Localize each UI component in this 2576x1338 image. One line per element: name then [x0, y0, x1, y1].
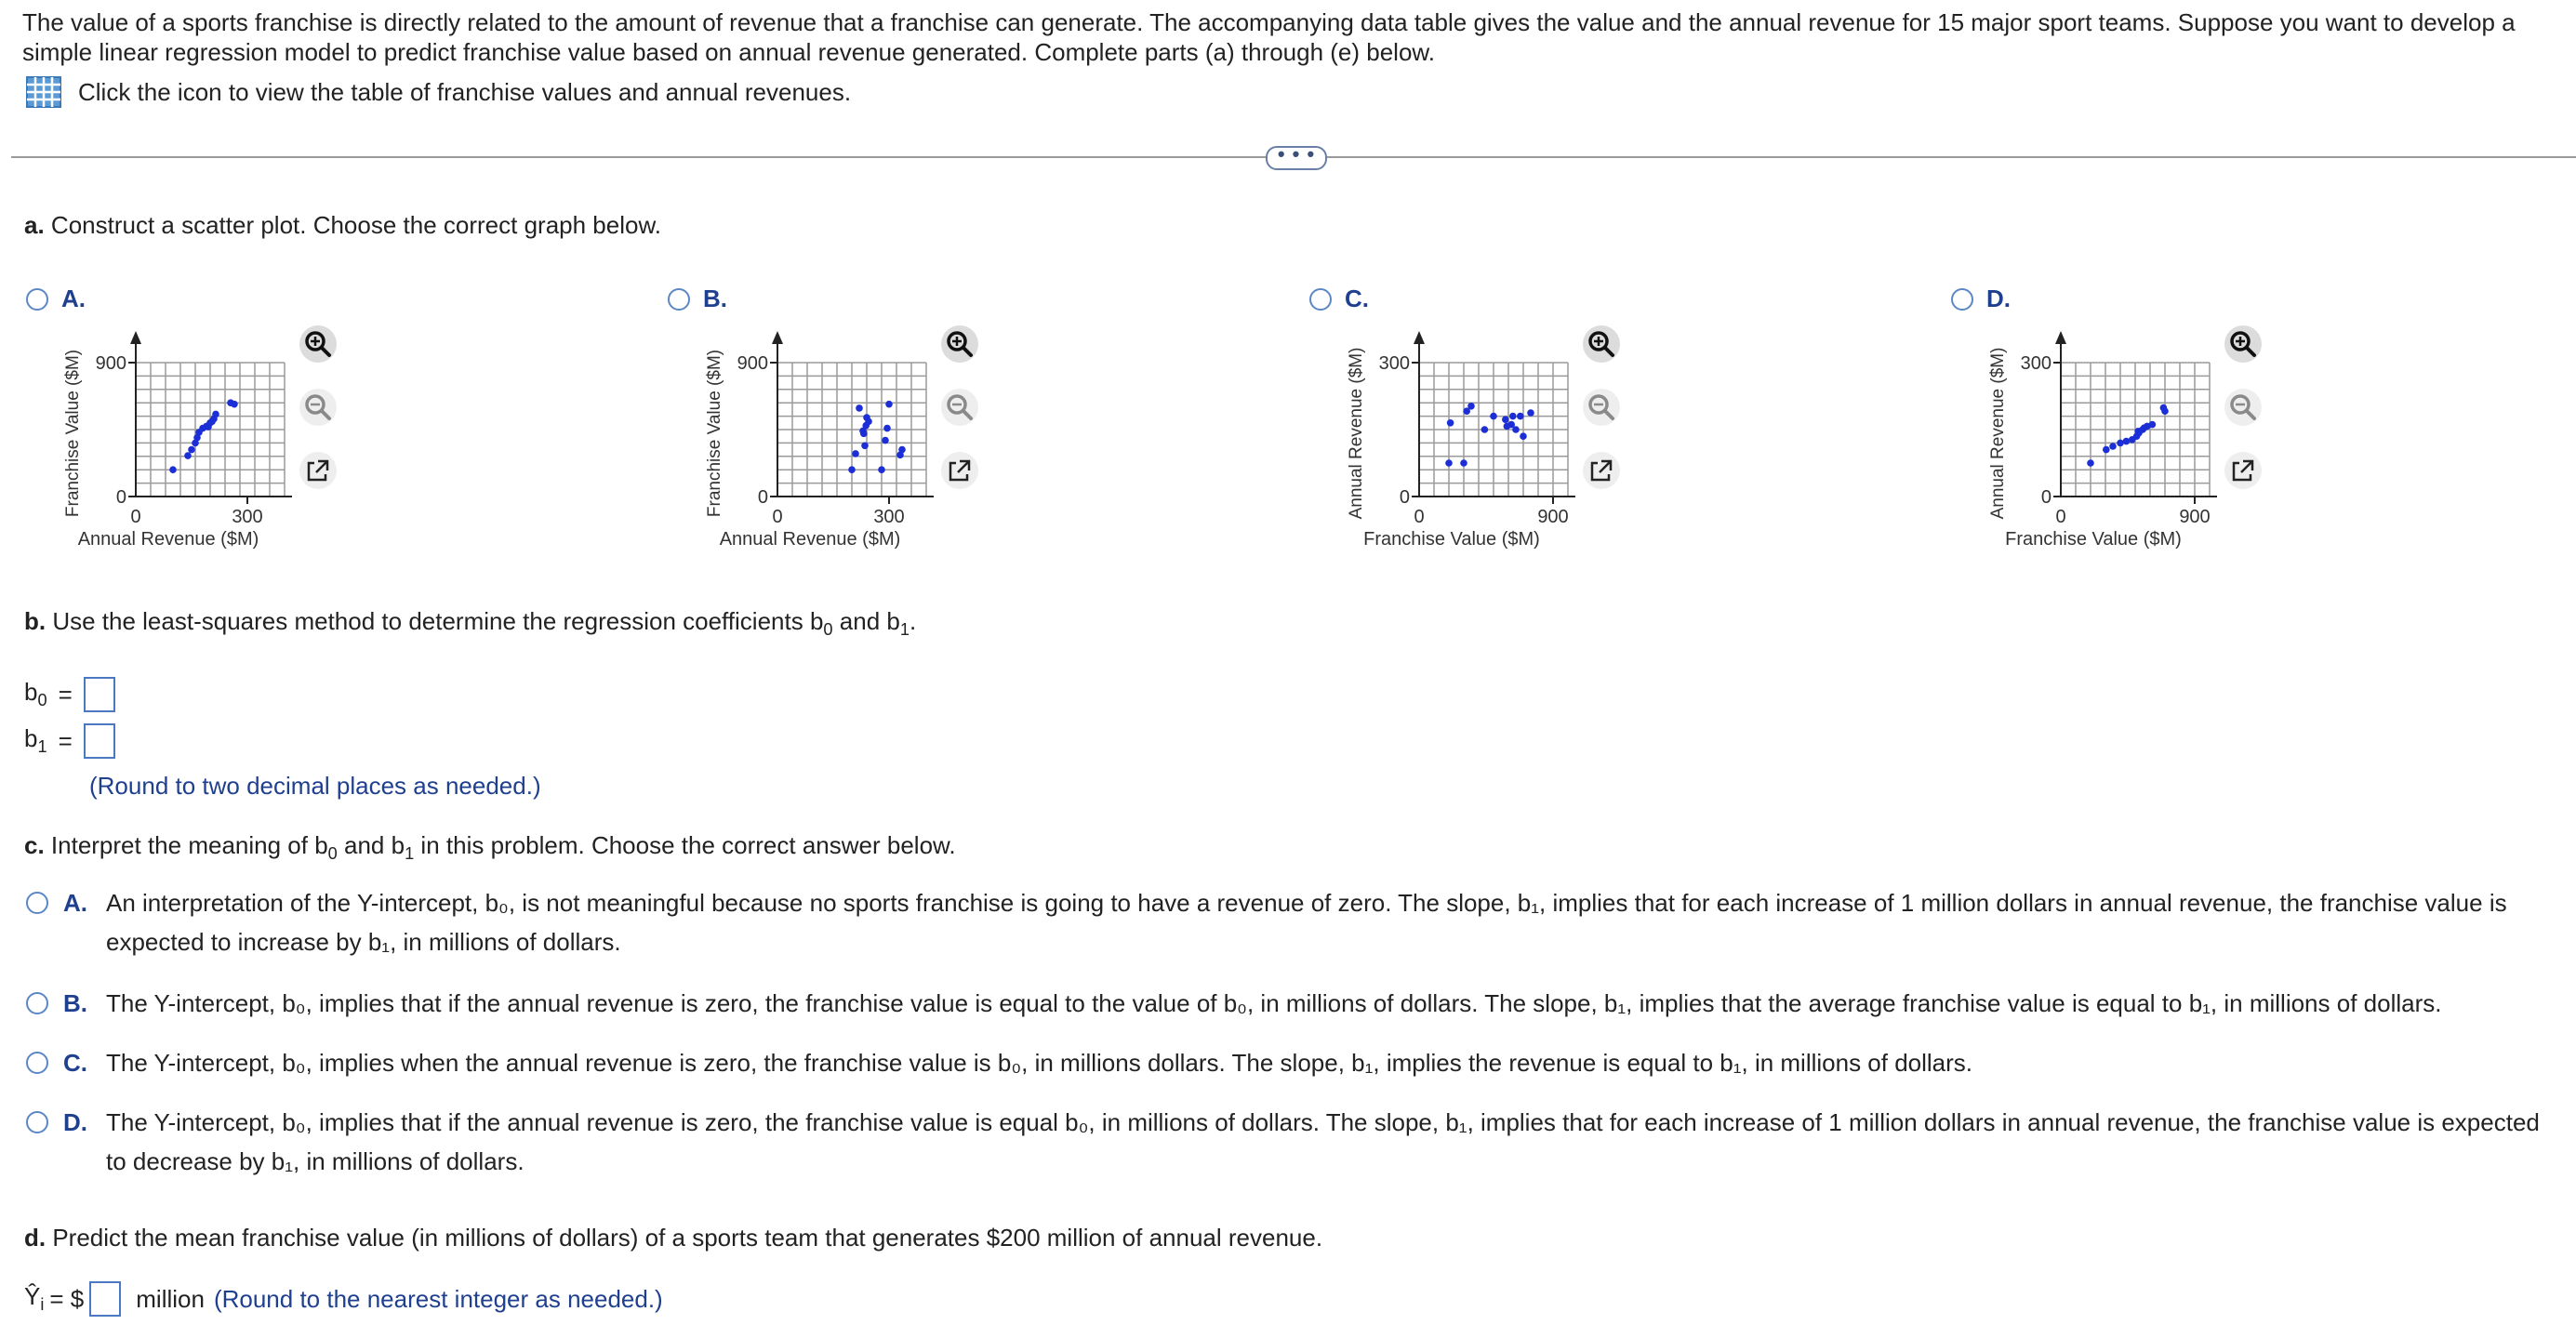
x-tick-label: 300: [873, 507, 905, 527]
data-point: [852, 450, 859, 457]
x-tick-label: 900: [1537, 507, 1569, 527]
x-zero-tick-label: 0: [130, 507, 141, 527]
zoom-out-icon[interactable]: [941, 389, 978, 426]
data-point: [1447, 419, 1454, 427]
data-point: [885, 401, 893, 408]
more-button[interactable]: • • •: [1266, 146, 1327, 170]
prediction-input[interactable]: [89, 1281, 121, 1317]
data-point: [2161, 407, 2169, 415]
b1-input[interactable]: [84, 723, 115, 759]
part-a-text: Construct a scatter plot. Choose the correct graph below.: [44, 211, 662, 239]
part-b-text: Use the least-squares method to determine the regression coefficients b: [46, 607, 824, 635]
radio-button[interactable]: [26, 1111, 48, 1133]
radio-button[interactable]: [26, 992, 48, 1014]
data-point: [882, 437, 889, 444]
x-axis-title: Annual Revenue ($M): [719, 529, 901, 550]
radio-button[interactable]: [26, 1052, 48, 1074]
x-tick-label: 900: [2179, 507, 2211, 527]
data-point: [878, 466, 885, 473]
data-point: [1445, 459, 1453, 467]
option-label: D.: [1986, 285, 2011, 312]
part-c-prefix: c.: [24, 831, 45, 859]
scatter-plot: [24, 279, 619, 567]
y-axis-title: Franchise Value ($M): [63, 349, 83, 518]
option-label: C.: [1345, 285, 1369, 312]
scatter-plot: [666, 279, 1261, 567]
part-d-prefix: d.: [24, 1224, 46, 1252]
data-point: [856, 404, 863, 412]
y-top-tick-label: 300: [1378, 353, 1410, 374]
data-point: [1509, 413, 1517, 420]
part-d-answer-row: [24, 1281, 663, 1317]
part-c-option-d[interactable]: D. The Y-intercept, b₀, implies that if the annual revenue is zero, the franchise value is equal b₀, in millions of dollars. The slope, b₁, implies that for each increase of 1 million dollars in annual revenue, the franchise value is expected to decrease by b₁, in millions of dollars.: [26, 1103, 2540, 1181]
scatter-option-a[interactable]: [24, 279, 619, 567]
data-point: [169, 466, 177, 473]
radio-button[interactable]: [26, 892, 48, 914]
problem-statement: [22, 7, 2533, 67]
yhat-label: $Ŷ_i$: [24, 1282, 45, 1315]
part-b-round-note: (Round to two decimal places as needed.): [89, 772, 541, 800]
data-point: [848, 466, 856, 473]
data-point: [883, 425, 891, 432]
data-point: [898, 446, 906, 454]
part-b-prefix: b.: [24, 607, 46, 635]
part-b-prompt: [24, 606, 916, 644]
scatter-option-c[interactable]: [1308, 279, 1903, 567]
y-axis-arrow: [130, 331, 141, 344]
b1-row: [24, 723, 115, 759]
b1-equals: =: [58, 726, 73, 755]
table-link-text[interactable]: Click the icon to view the table of franchise values and annual revenues.: [78, 77, 852, 106]
y-axis-title: Annual Revenue ($M): [1347, 347, 1366, 520]
x-axis-title: Franchise Value ($M): [1363, 529, 1540, 550]
data-point: [212, 411, 219, 418]
data-point: [2123, 438, 2131, 445]
problem-line-2: simple linear regression model to predict franchise value based on annual revenue generated. Complete parts (a) through (e) below.: [22, 38, 1435, 66]
data-point: [1517, 413, 1524, 420]
part-a-prefix: a.: [24, 211, 45, 239]
zoom-in-icon[interactable]: [941, 325, 978, 363]
option-label: A.: [61, 285, 86, 312]
data-point: [1460, 459, 1467, 467]
x-axis-title: Franchise Value ($M): [2005, 529, 2182, 550]
part-b-sub0: 0: [823, 620, 833, 640]
part-a-prompt: [24, 210, 661, 240]
data-point: [1467, 403, 1475, 410]
data-point: [2117, 440, 2124, 447]
y-top-tick-label: 900: [95, 353, 126, 374]
open-graph-icon[interactable]: [299, 452, 337, 489]
b0-label: $b_0$: [24, 678, 47, 710]
zoom-out-icon[interactable]: [1583, 389, 1620, 426]
data-point: [2103, 446, 2110, 454]
part-d-text: Predict the mean franchise value (in millions of dollars) of a sports team that generates $200 million of annual revenue.: [46, 1224, 1323, 1252]
data-point: [1502, 416, 1509, 423]
data-point: [2109, 443, 2117, 450]
table-icon[interactable]: [26, 76, 61, 108]
data-point: [861, 442, 869, 449]
zoom-in-icon[interactable]: [2224, 325, 2262, 363]
y-top-tick-label: 300: [2020, 353, 2052, 374]
problem-line-1: The value of a sports franchise is directly related to the amount of revenue that a franchise can generate. The accompanying data table gives the value and the annual revenue for 15 major sport teams. Suppose you want to develop a: [22, 8, 2516, 36]
data-point: [188, 446, 195, 454]
y-axis-title: Annual Revenue ($M): [1988, 347, 2008, 520]
part-d-prompt: [24, 1223, 1322, 1252]
y-axis-arrow: [772, 331, 783, 344]
scatter-option-d[interactable]: [1949, 279, 2544, 567]
x-zero-tick-label: 0: [772, 507, 783, 527]
y-zero-tick-label: 0: [757, 487, 768, 508]
y-zero-tick-label: 0: [1399, 487, 1410, 508]
x-zero-tick-label: 0: [2055, 507, 2066, 527]
part-c-option-c[interactable]: C. The Y-intercept, b₀, implies when the annual revenue is zero, the franchise value is b₀, in millions dollars. The slope, b₁, implies the revenue is equal to b₁, in millions of dollars.: [26, 1043, 1972, 1082]
scatter-plot: [1308, 279, 1903, 567]
part-c-prompt: c. Interpret the meaning of $b_0$ and $b_1$ in this problem. Choose the correct answer below.: [24, 831, 956, 864]
part-b-sub1: 1: [899, 620, 910, 640]
y-axis-title: Franchise Value ($M): [705, 349, 724, 518]
b0-input[interactable]: [84, 677, 115, 712]
x-zero-tick-label: 0: [1414, 507, 1425, 527]
data-point: [2087, 459, 2094, 467]
x-tick-label: 300: [232, 507, 263, 527]
part-d-round-note: (Round to the nearest integer as needed.): [213, 1284, 663, 1313]
data-point: [865, 418, 872, 426]
scatter-option-b[interactable]: [666, 279, 1261, 567]
b0-row: [24, 677, 115, 712]
open-graph-icon[interactable]: [941, 452, 978, 489]
y-axis-arrow: [1414, 331, 1425, 344]
data-point: [860, 431, 868, 438]
zoom-in-icon[interactable]: [1583, 325, 1620, 363]
open-graph-icon[interactable]: [2224, 452, 2262, 489]
data-point: [1481, 426, 1489, 433]
zoom-out-icon[interactable]: [299, 389, 337, 426]
option-label: B.: [703, 285, 727, 312]
data-point: [1520, 432, 1527, 440]
part-c-option-b[interactable]: B. The Y-intercept, b₀, implies that if the annual revenue is zero, the franchise value is equal to the value of b₀, in millions of dollars. The slope, b₁, implies that the average franchise value is equal to b₁, in millions of dollars.: [26, 984, 2441, 1023]
y-zero-tick-label: 0: [115, 487, 126, 508]
data-point: [1512, 426, 1520, 433]
zoom-out-icon[interactable]: [2224, 389, 2262, 426]
b0-equals: =: [58, 680, 73, 709]
y-top-tick-label: 900: [737, 353, 768, 374]
million-unit: million: [136, 1284, 205, 1313]
data-table-link[interactable]: [26, 76, 851, 108]
b1-label: $b_1$: [24, 724, 47, 757]
x-axis-title: Annual Revenue ($M): [77, 529, 259, 550]
scatter-plot: [1949, 279, 2544, 567]
part-b-and: and b: [832, 607, 900, 635]
open-graph-icon[interactable]: [1583, 452, 1620, 489]
data-point: [231, 401, 238, 408]
data-point: [1490, 413, 1497, 420]
part-c-option-a[interactable]: A. An interpretation of the Y-intercept, b₀, is not meaningful because no sports franchise is going to have a revenue of zero. The slope, b₁, implies that for each increase of 1 million dollars in annual revenue, the franchise value is expected to increase by b₁, in millions of dollars.: [26, 883, 2507, 961]
data-point: [2149, 421, 2157, 429]
zoom-in-icon[interactable]: [299, 325, 337, 363]
y-axis-arrow: [2055, 331, 2066, 344]
data-point: [1527, 409, 1534, 417]
y-zero-tick-label: 0: [2040, 487, 2052, 508]
data-point: [184, 452, 192, 459]
part-b-end: .: [909, 607, 917, 635]
yhat-equals: = $: [49, 1284, 85, 1313]
